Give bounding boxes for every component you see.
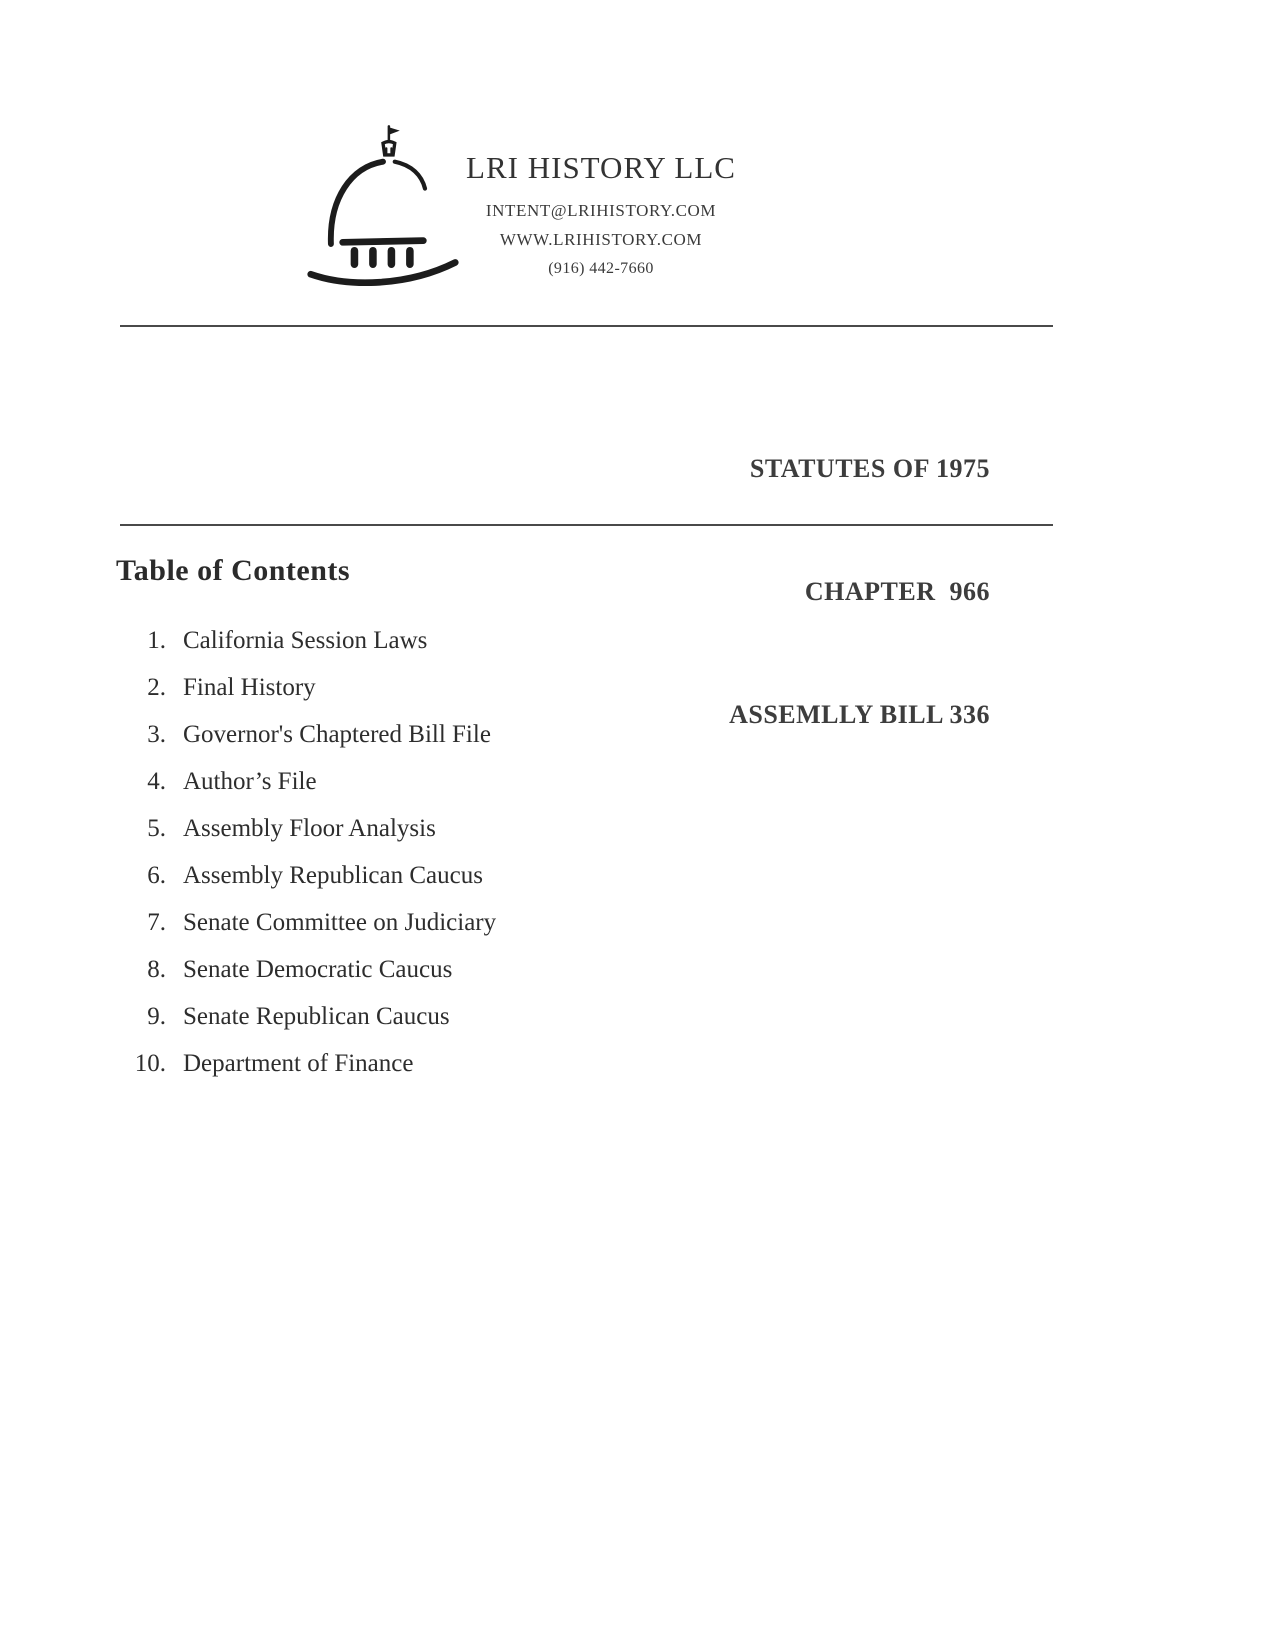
company-email: INTENT@LRIHISTORY.COM (485, 201, 717, 220)
letterhead (436, 150, 766, 283)
toc-item-label: Senate Democratic Caucus (183, 955, 453, 983)
toc-item-number: 3. (147, 720, 166, 748)
toc-item (117, 805, 496, 852)
toc-item-number: 6. (147, 861, 166, 889)
toc-item-number: 5. (147, 814, 166, 842)
divider-bottom (120, 524, 1053, 526)
toc-item-number: 10. (134, 1049, 166, 1077)
toc-item-label: Senate Committee on Judiciary (183, 908, 497, 936)
statutes-title-block (729, 366, 990, 817)
chapter-line: CHAPTER 966 (804, 577, 990, 606)
toc-item (117, 711, 496, 758)
toc-item (117, 758, 496, 805)
toc-heading: Table of Contents (116, 554, 351, 587)
toc-item (117, 993, 496, 1040)
toc-item-label: Author’s File (183, 767, 317, 795)
company-website: WWW.LRIHISTORY.COM (499, 230, 703, 249)
toc-item-label: Governor's Chaptered Bill File (183, 720, 491, 748)
toc-item-label: Assembly Republican Caucus (183, 861, 483, 889)
statutes-line: STATUTES OF 1975 (749, 454, 990, 483)
toc-item (117, 852, 496, 899)
assembly-bill-line: ASSEMLLY BILL 336 (729, 700, 990, 729)
toc-item-label: Final History (183, 673, 316, 701)
company-name: LRI HISTORY LLC (466, 150, 736, 185)
toc-item (117, 617, 496, 664)
toc-item-label: Senate Republican Caucus (183, 1002, 450, 1030)
toc-item-number: 1. (147, 626, 166, 654)
toc-item-label: Department of Finance (183, 1049, 414, 1077)
toc-item (117, 664, 496, 711)
toc-item-number: 9. (147, 1002, 166, 1030)
toc-item (117, 899, 496, 946)
toc-item-label: Assembly Floor Analysis (183, 814, 436, 842)
toc-item-number: 4. (147, 767, 166, 795)
toc-item-number: 2. (147, 673, 166, 701)
toc-item-label: California Session Laws (183, 626, 428, 654)
company-phone: (916) 442-7660 (548, 260, 654, 277)
toc-item-number: 8. (147, 955, 166, 983)
divider-top (120, 325, 1053, 327)
toc-item (117, 1040, 496, 1087)
toc-item (117, 946, 496, 993)
toc-item-number: 7. (147, 908, 166, 936)
toc-list (117, 617, 496, 1087)
